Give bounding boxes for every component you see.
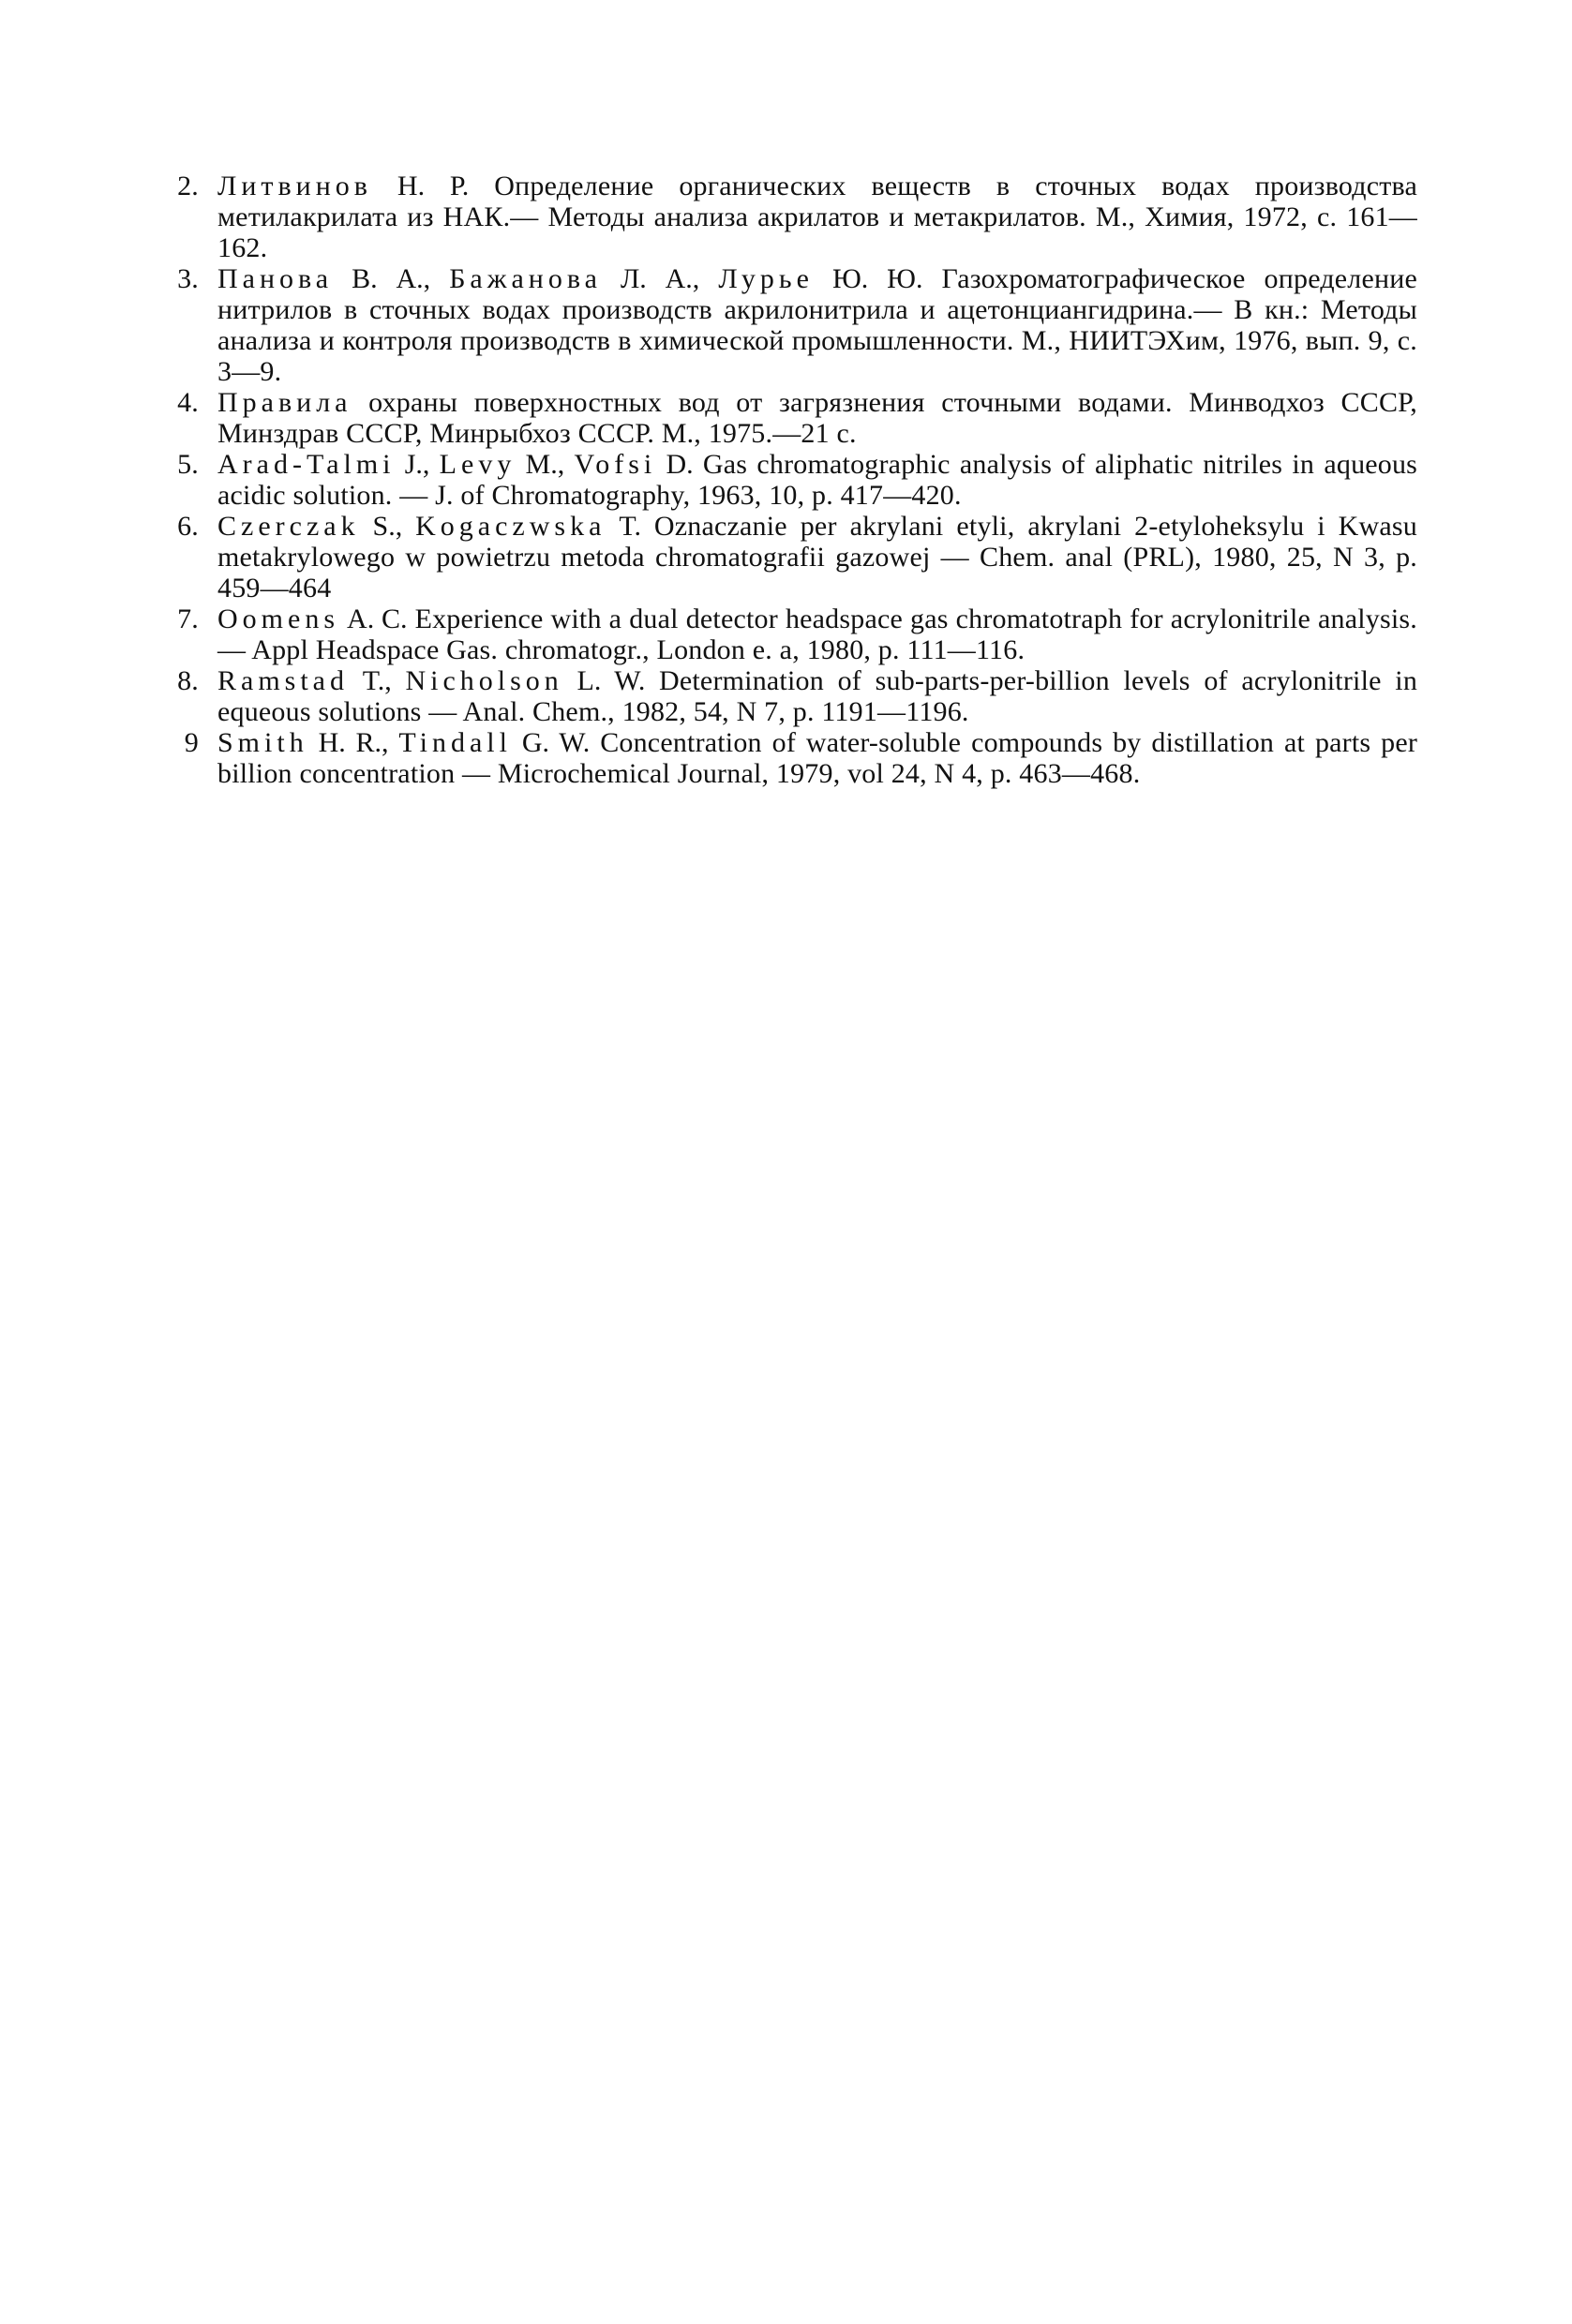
reference-entry [161, 387, 1417, 449]
reference-number: 4. [177, 387, 199, 418]
reference-number: 7. [177, 603, 199, 634]
reference-author: Литвинов [217, 171, 372, 201]
reference-text: Oznaczanie per akrylani etyli, akrylani 2-etyloheksylu i Kwasu metakrylowego w powietrzu metoda chromatografii gazowej — Chem. anal (PRL), 1980, 25, N 3, p. 459—464 [217, 511, 1417, 603]
reference-author-initials: S., [372, 511, 403, 542]
reference-author: Vofsi [574, 449, 657, 480]
reference-text: Experience with a dual detector headspace gas chromatotraph for acrylonitrile analysis. — Appl Headspace Gas. chromatogr., London e. a, 1980, p. 111—116. [217, 603, 1417, 665]
reference-author: Tindall [398, 727, 512, 758]
reference-number: 3. [177, 263, 199, 294]
reference-number: 5. [177, 449, 199, 480]
reference-author-initials: D. [666, 449, 694, 480]
reference-author: Levy [439, 449, 517, 480]
reference-list [161, 171, 1417, 789]
reference-author: Ramstad [217, 665, 349, 696]
reference-author-initials: A. C. [347, 603, 408, 634]
reference-entry [161, 603, 1417, 665]
reference-author-initials: Ю. Ю. [831, 263, 923, 294]
reference-number: 8. [177, 665, 199, 696]
reference-author-initials: T., [362, 665, 392, 696]
reference-author: Nicholson [405, 665, 563, 696]
reference-author: Arad-Talmi [217, 449, 396, 480]
reference-author: Панова [217, 263, 334, 294]
reference-author-initials: H. R., [318, 727, 389, 758]
reference-entry [161, 665, 1417, 727]
reference-author: Бажанова [449, 263, 602, 294]
reference-entry [161, 511, 1417, 603]
reference-author: Правила [217, 387, 352, 418]
reference-author-initials: T. [619, 511, 641, 542]
reference-author-initials: В. А., [352, 263, 431, 294]
reference-text: охраны поверхностных вод от загрязнения сточными водами. Минводхоз СССР, Минздрав СССР, Минрыбхоз СССР. М., 1975.—21 с. [217, 387, 1418, 449]
reference-author: Kogaczwska [415, 511, 606, 542]
reference-author: Smith [217, 727, 308, 758]
reference-text: Газохроматографическое определение нитрилов в сточных водах производств акрилонитрила и ацетонциангидрина.— В кн.: Методы анализа и контроля производств в химической промышленности. М., НИИТЭХим, 1976, вып. 9, с. 3—9. [217, 263, 1418, 387]
reference-author: Oomens [217, 603, 339, 634]
reference-entry [161, 171, 1417, 263]
reference-author-initials: M., [525, 449, 565, 480]
reference-author-initials: Л. А., [620, 263, 700, 294]
reference-author-initials: G. W. [521, 727, 591, 758]
reference-text: Concentration of water-soluble compounds by distillation at parts per billion concentration — Microchemical Journal, 1979, vol 24, N 4, p. 463—468. [217, 727, 1418, 789]
reference-number: 6. [177, 511, 199, 542]
reference-author: Czerczak [217, 511, 360, 542]
reference-text: Определение органических веществ в сточных водах производства метилакрилата из НАК.— Методы анализа акрилатов и метакрилатов. М., Химия, 1972, с. 161—162. [217, 171, 1418, 263]
reference-entry [161, 449, 1417, 511]
reference-entry [161, 727, 1417, 789]
reference-number: 9 [184, 727, 199, 758]
reference-author-initials: J., [404, 449, 430, 480]
reference-author-initials: L. W. [576, 665, 646, 696]
reference-number: 2. [177, 171, 199, 201]
reference-author-initials: Н. Р. [397, 171, 470, 201]
reference-entry [161, 263, 1417, 387]
reference-text: Determination of sub-parts-per-billion levels of acrylonitrile in equeous solutions — Anal. Chem., 1982, 54, N 7, p. 1191—1196. [217, 665, 1418, 727]
reference-text: Gas chromatographic analysis of aliphatic nitriles in aqueous acidic solution. — J. of Chromatography, 1963, 10, p. 417—420. [217, 449, 1418, 511]
reference-author: Лурье [718, 263, 814, 294]
